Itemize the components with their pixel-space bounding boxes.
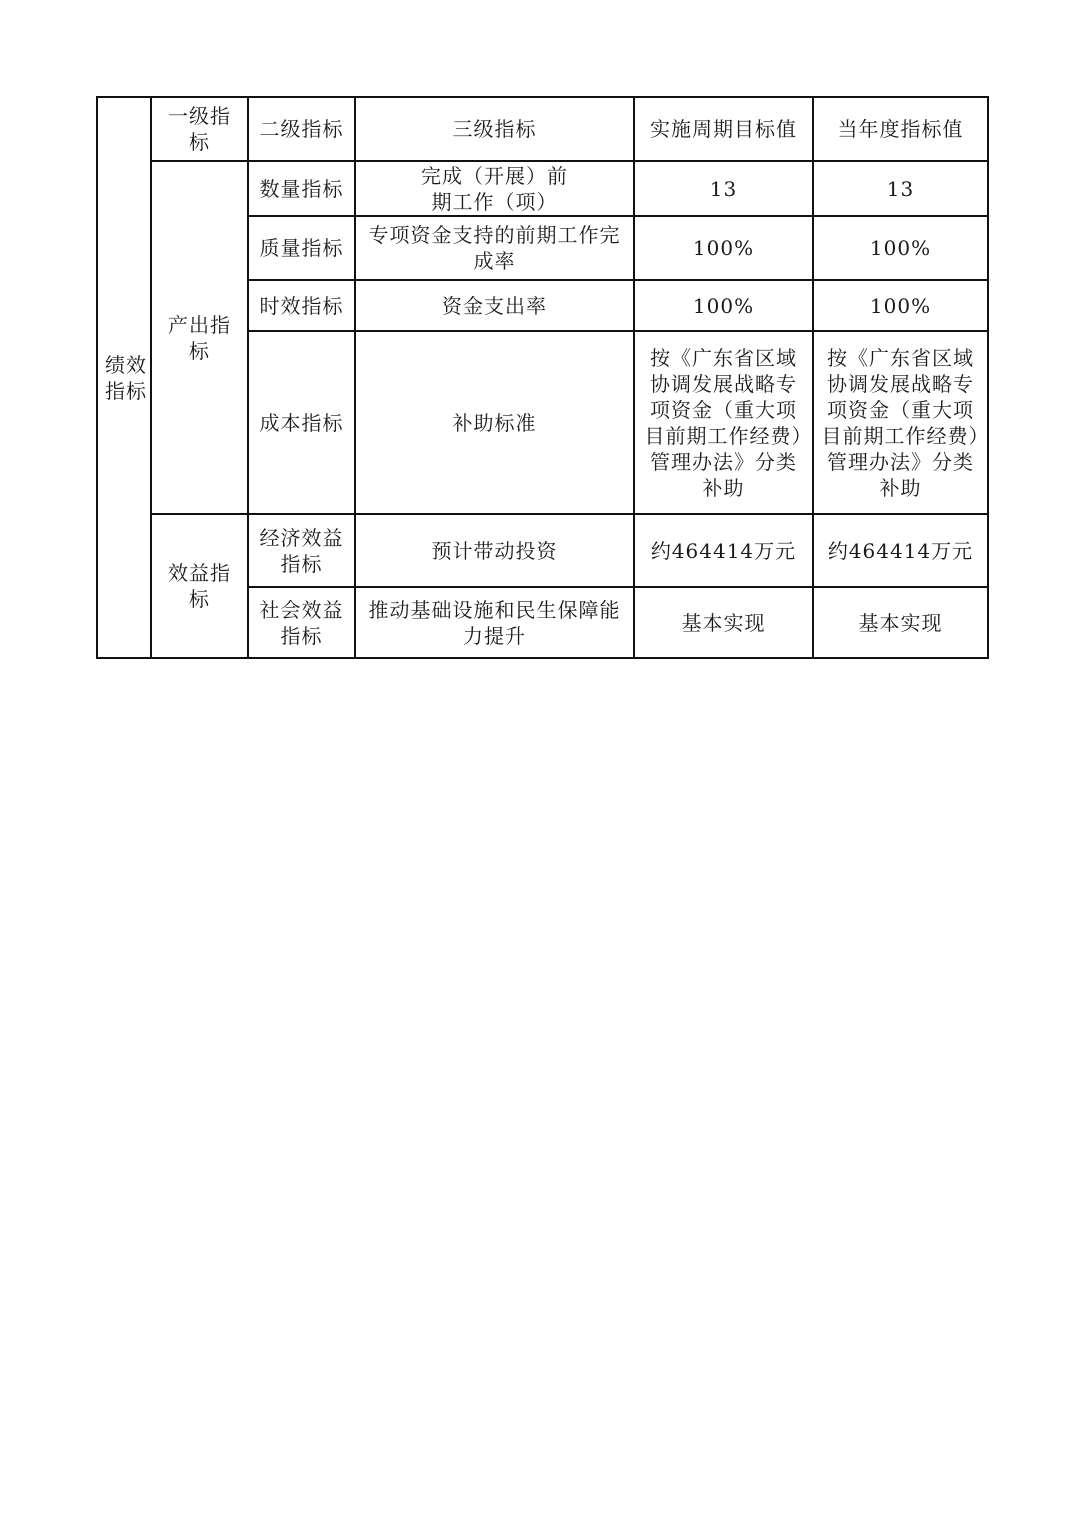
table-header-row: [97, 97, 988, 161]
group-output: 产出指标: [151, 161, 248, 514]
period-target-cell: 100%: [634, 216, 813, 280]
header-level1: 一级指标: [151, 97, 248, 161]
level3-cell: 资金支出率: [355, 280, 634, 331]
period-target-cell: 13: [634, 161, 813, 216]
performance-indicator-table: [96, 96, 989, 659]
level3-cell: 推动基础设施和民生保障能力提升: [355, 587, 634, 658]
level2-cell: 社会效益指标: [248, 587, 355, 658]
level3-cell: 专项资金支持的前期工作完成率: [355, 216, 634, 280]
header-level3: 三级指标: [355, 97, 634, 161]
level2-cell: 时效指标: [248, 280, 355, 331]
level3-cell: 补助标准: [355, 331, 634, 514]
table-row: [97, 161, 988, 216]
level2-cell: 质量指标: [248, 216, 355, 280]
annual-target-cell: 100%: [813, 216, 988, 280]
period-target-cell: 按《广东省区域协调发展战略专项资金（重大项目前期工作经费）管理办法》分类补助: [634, 331, 813, 514]
table-row: [97, 514, 988, 587]
period-target-cell: 基本实现: [634, 587, 813, 658]
annual-target-cell: 100%: [813, 280, 988, 331]
level3-cell: 完成（开展）前期工作（项）: [355, 161, 634, 216]
annual-target-cell: 基本实现: [813, 587, 988, 658]
annual-target-cell: 13: [813, 161, 988, 216]
header-period-target: 实施周期目标值: [634, 97, 813, 161]
perf-indicator-label: 绩效指标: [97, 97, 151, 658]
period-target-cell: 100%: [634, 280, 813, 331]
header-level2: 二级指标: [248, 97, 355, 161]
annual-target-cell: 按《广东省区域协调发展战略专项资金（重大项目前期工作经费）管理办法》分类补助: [813, 331, 988, 514]
period-target-cell: 约464414万元: [634, 514, 813, 587]
level2-cell: 经济效益指标: [248, 514, 355, 587]
level3-cell: 预计带动投资: [355, 514, 634, 587]
annual-target-cell: 约464414万元: [813, 514, 988, 587]
level2-cell: 数量指标: [248, 161, 355, 216]
group-benefit: 效益指标: [151, 514, 248, 658]
level2-cell: 成本指标: [248, 331, 355, 514]
header-annual-target: 当年度指标值: [813, 97, 988, 161]
